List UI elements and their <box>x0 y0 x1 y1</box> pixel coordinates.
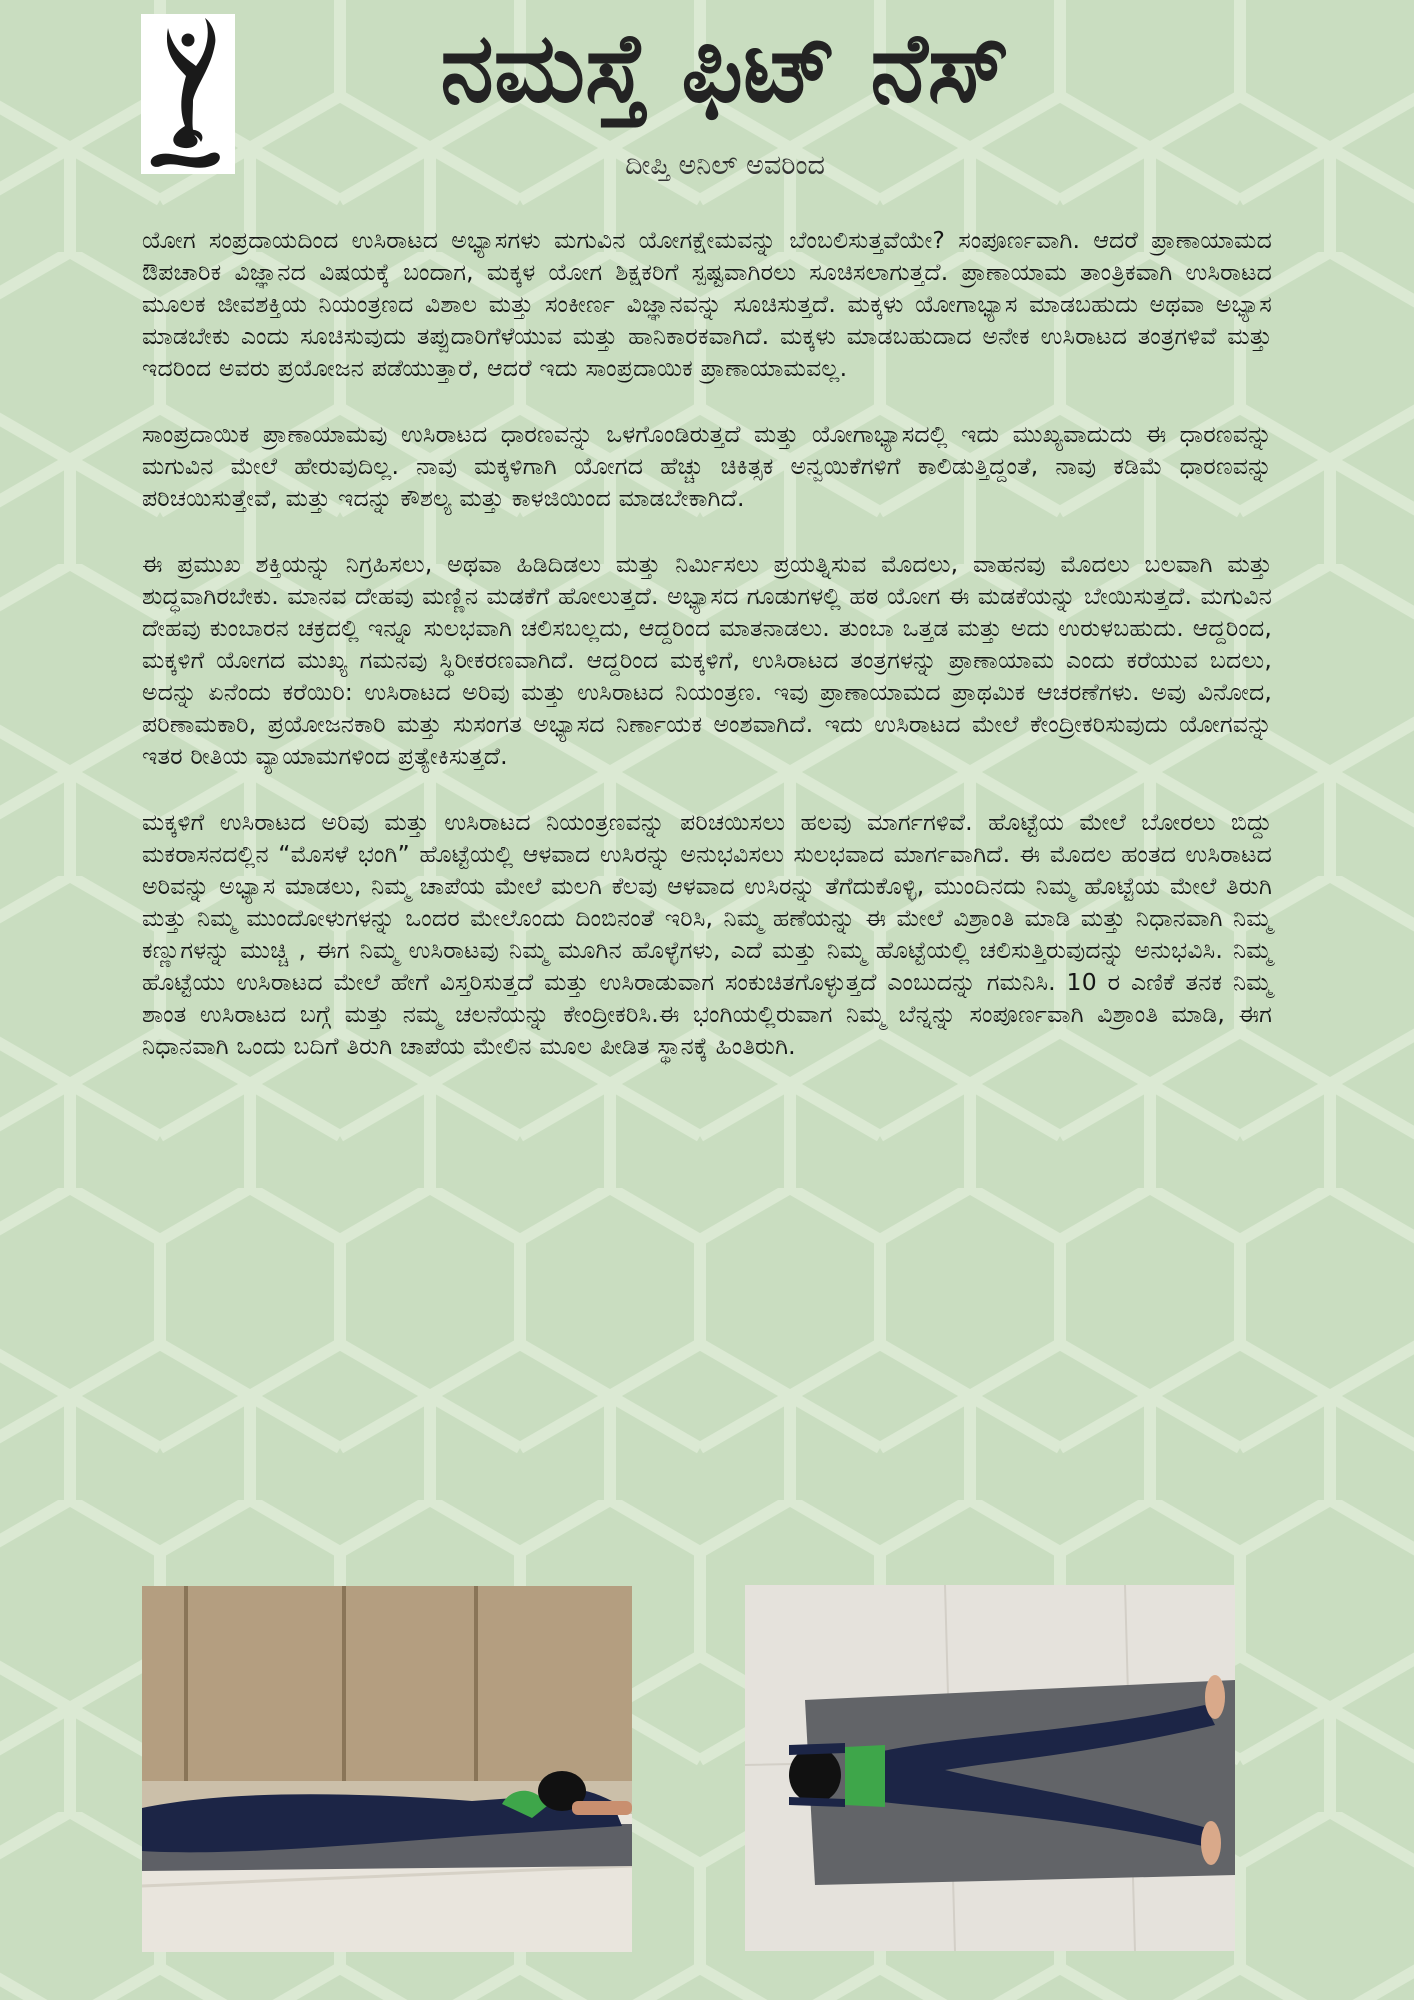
author-byline: ದೀಪ್ತಿ ಅನಿಲ್ ಅವರಿಂದ <box>625 150 825 181</box>
article-body <box>142 224 1272 1062</box>
paragraph-3: ಈ ಪ್ರಮುಖ ಶಕ್ತಿಯನ್ನು ನಿಗ್ರಹಿಸಲು, ಅಥವಾ ಹಿಡಿದಿಡಲು ಮತ್ತು ನಿರ್ಮಿಸಲು ಪ್ರಯತ್ನಿಸುವ ಮೊದಲು, ವಾಹನವು ಮೊದಲು ಬಲವಾಗಿ ಮತ್ತು ಶುದ್ಧವಾಗಿರಬೇಕು. ಮಾನವ ದೇಹವು ಮಣ್ಣಿನ ಮಡಕೆಗೆ ಹೋಲುತ್ತದೆ. ಅಭ್ಯಾಸದ ಗೂಡುಗಳಲ್ಲಿ ಹಠ ಯೋಗ ಈ ಮಡಕೆಯನ್ನು ಬೇಯಿಸುತ್ತದೆ. ಮಗುವಿನ ದೇಹವು ಕುಂಬಾರನ ಚಕ್ರದಲ್ಲಿ ಇನ್ನೂ ಸುಲಭವಾಗಿ ಚಲಿಸಬಲ್ಲದು, ಆದ್ದರಿಂದ ಮಾತನಾಡಲು. ತುಂಬಾ ಒತ್ತಡ ಮತ್ತು ಅದು ಉರುಳಬಹುದು. ಆದ್ದರಿಂದ, ಮಕ್ಕಳಿಗೆ ಯೋಗದ ಮುಖ್ಯ ಗಮನವು ಸ್ಥಿರೀಕರಣವಾಗಿದೆ. ಆದ್ದರಿಂದ ಮಕ್ಕಳಿಗೆ, ಉಸಿರಾಟದ ತಂತ್ರಗಳನ್ನು ಪ್ರಾಣಾಯಾಮ ಎಂದು ಕರೆಯುವ ಬದಲು, ಅದನ್ನು ಏನೆಂದು ಕರೆಯಿರಿ: ಉಸಿರಾಟದ ಅರಿವು ಮತ್ತು ಉಸಿರಾಟದ ನಿಯಂತ್ರಣ. ಇವು ಪ್ರಾಣಾಯಾಮದ ಪ್ರಾಥಮಿಕ ಆಚರಣೆಗಳು. ಅವು ವಿನೋದ, ಪರಿಣಾಮಕಾರಿ, ಪ್ರಯೋಜನಕಾರಿ ಮತ್ತು ಸುಸಂಗತ ಅಭ್ಯಾಸದ ನಿರ್ಣಾಯಕ ಅಂಶವಾಗಿದೆ. ಇದು ಉಸಿರಾಟದ ಮೇಲೆ ಕೇಂದ್ರೀಕರಿಸುವುದು ಯೋಗವನ್ನು ಇತರ ರೀತಿಯ ವ್ಯಾಯಾಮಗಳಿಂದ ಪ್ರತ್ಯೇಕಿಸುತ್ತದೆ. <box>142 550 1272 770</box>
page-title: ನಮಸ್ತೆ ಫಿಟ್ ನೆಸ್ <box>440 12 1010 124</box>
paragraph-4: ಮಕ್ಕಳಿಗೆ ಉಸಿರಾಟದ ಅರಿವು ಮತ್ತು ಉಸಿರಾಟದ ನಿಯಂತ್ರಣವನ್ನು ಪರಿಚಯಿಸಲು ಹಲವು ಮಾರ್ಗಗಳಿವೆ. ಹೊಟ್ಟೆಯ ಮೇಲೆ ಬೋರಲು ಬಿದ್ದು ಮಕರಾಸನದಲ್ಲಿನ “ಮೊಸಳೆ ಭಂಗಿ” ಹೊಟ್ಟೆಯಲ್ಲಿ ಆಳವಾದ ಉಸಿರನ್ನು ಅನುಭವಿಸಲು ಸುಲಭವಾದ ಮಾರ್ಗವಾಗಿದೆ. ಈ ಮೊದಲ ಹಂತದ ಉಸಿರಾಟದ ಅರಿವನ್ನು ಅಭ್ಯಾಸ ಮಾಡಲು, ನಿಮ್ಮ ಚಾಪೆಯ ಮೇಲೆ ಮಲಗಿ ಕೆಲವು ಆಳವಾದ ಉಸಿರನ್ನು ತೆಗೆದುಕೊಳ್ಳಿ, ಮುಂದಿನದು ನಿಮ್ಮ ಹೊಟ್ಟೆಯ ಮೇಲೆ ತಿರುಗಿ ಮತ್ತು ನಿಮ್ಮ ಮುಂದೋಳುಗಳನ್ನು ಒಂದರ ಮೇಲೊಂದು ದಿಂಬಿನಂತೆ ಇರಿಸಿ, ನಿಮ್ಮ ಹಣೆಯನ್ನು ಈ ಮೇಲೆ ವಿಶ್ರಾಂತಿ ಮಾಡಿ ಮತ್ತು ನಿಧಾನವಾಗಿ ನಿಮ್ಮ ಕಣ್ಣುಗಳನ್ನು ಮುಚ್ಚಿ , ಈಗ ನಿಮ್ಮ ಉಸಿರಾಟವು ನಿಮ್ಮ ಮೂಗಿನ ಹೊಳ್ಳೆಗಳು, ಎದೆ ಮತ್ತು ನಿಮ್ಮ ಹೊಟ್ಟೆಯಲ್ಲಿ ಚಲಿಸುತ್ತಿರುವುದನ್ನು ಅನುಭವಿಸಿ. ನಿಮ್ಮ ಹೊಟ್ಟೆಯು ಉಸಿರಾಟದ ಮೇಲೆ ಹೇಗೆ ವಿಸ್ತರಿಸುತ್ತದೆ ಮತ್ತು ಉಸಿರಾಡುವಾಗ ಸಂಕುಚಿತಗೊಳ್ಳುತ್ತದೆ ಎಂಬುದನ್ನು ಗಮನಿಸಿ. 10 ರ ಎಣಿಕೆ ತನಕ ನಿಮ್ಮ ಶಾಂತ ಉಸಿರಾಟದ ಬಗ್ಗೆ ಮತ್ತು ನಮ್ಮ ಚಲನೆಯನ್ನು ಕೇಂದ್ರೀಕರಿಸಿ.ಈ ಭಂಗಿಯಲ್ಲಿರುವಾಗ ನಿಮ್ಮ ಬೆನ್ನನ್ನು ಸಂಪೂರ್ಣವಾಗಿ ವಿಶ್ರಾಂತಿ ಮಾಡಿ, ಈಗ ನಿಧಾನವಾಗಿ ಒಂದು ಬದಿಗೆ ತಿರುಗಿ ಚಾಪೆಯ ಮೇಲಿನ ಮೂಲ ಪೀಡಿತ ಸ್ಥಾನಕ್ಕೆ ಹಿಂತಿರುಗಿ. <box>142 808 1272 1060</box>
photo-makarasana-side-view <box>142 1586 632 1952</box>
photo-makarasana-top-view <box>745 1585 1235 1951</box>
paragraph-2: ಸಾಂಪ್ರದಾಯಿಕ ಪ್ರಾಣಾಯಾಮವು ಉಸಿರಾಟದ ಧಾರಣವನ್ನು ಒಳಗೊಂಡಿರುತ್ತದೆ ಮತ್ತು ಯೋಗಾಭ್ಯಾಸದಲ್ಲಿ ಇದು ಮುಖ್ಯವಾದುದು ಈ ಧಾರಣವನ್ನು ಮಗುವಿನ ಮೇಲೆ ಹೇರುವುದಿಲ್ಲ. ನಾವು ಮಕ್ಕಳಿಗಾಗಿ ಯೋಗದ ಹೆಚ್ಚು ಚಿಕಿತ್ಸಕ ಅನ್ವಯಿಕೆಗಳಿಗೆ ಕಾಲಿಡುತ್ತಿದ್ದಂತೆ, ನಾವು ಕಡಿಮೆ ಧಾರಣವನ್ನು ಪರಿಚಯಿಸುತ್ತೇವೆ, ಮತ್ತು ಇದನ್ನು ಕೌಶಲ್ಯ ಮತ್ತು ಕಾಳಜಿಯಿಂದ ಮಾಡಬೇಕಾಗಿದೆ. <box>142 420 1272 512</box>
paragraph-1: ಯೋಗ ಸಂಪ್ರದಾಯದಿಂದ ಉಸಿರಾಟದ ಅಭ್ಯಾಸಗಳು ಮಗುವಿನ ಯೋಗಕ್ಷೇಮವನ್ನು ಬೆಂಬಲಿಸುತ್ತವೆಯೇ? ಸಂಪೂರ್ಣವಾಗಿ. ಆದರೆ ಪ್ರಾಣಾಯಾಮದ ಔಪಚಾರಿಕ ವಿಜ್ಞಾನದ ವಿಷಯಕ್ಕೆ ಬಂದಾಗ, ಮಕ್ಕಳ ಯೋಗ ಶಿಕ್ಷಕರಿಗೆ ಸ್ಪಷ್ಟವಾಗಿರಲು ಸೂಚಿಸಲಾಗುತ್ತದೆ. ಪ್ರಾಣಾಯಾಮ ತಾಂತ್ರಿಕವಾಗಿ ಉಸಿರಾಟದ ಮೂಲಕ ಜೀವಶಕ್ತಿಯ ನಿಯಂತ್ರಣದ ವಿಶಾಲ ಮತ್ತು ಸಂಕೀರ್ಣ ವಿಜ್ಞಾನವನ್ನು ಸೂಚಿಸುತ್ತದೆ. ಮಕ್ಕಳು ಯೋಗಾಭ್ಯಾಸ ಮಾಡಬಹುದು ಅಥವಾ ಅಭ್ಯಾಸ ಮಾಡಬೇಕು ಎಂದು ಸೂಚಿಸುವುದು ತಪ್ಪುದಾರಿಗೆಳೆಯುವ ಮತ್ತು ಹಾನಿಕಾರಕವಾಗಿದೆ. ಮಕ್ಕಳು ಮಾಡಬಹುದಾದ ಅನೇಕ ಉಸಿರಾಟದ ತಂತ್ರಗಳಿವೆ ಮತ್ತು ಇದರಿಂದ ಅವರು ಪ್ರಯೋಜನ ಪಡೆಯುತ್ತಾರೆ, ಆದರೆ ಇದು ಸಾಂಪ್ರದಾಯಿಕ ಪ್ರಾಣಾಯಾಮವಲ್ಲ. <box>142 226 1272 382</box>
yoga-figure-logo-icon <box>141 14 235 174</box>
